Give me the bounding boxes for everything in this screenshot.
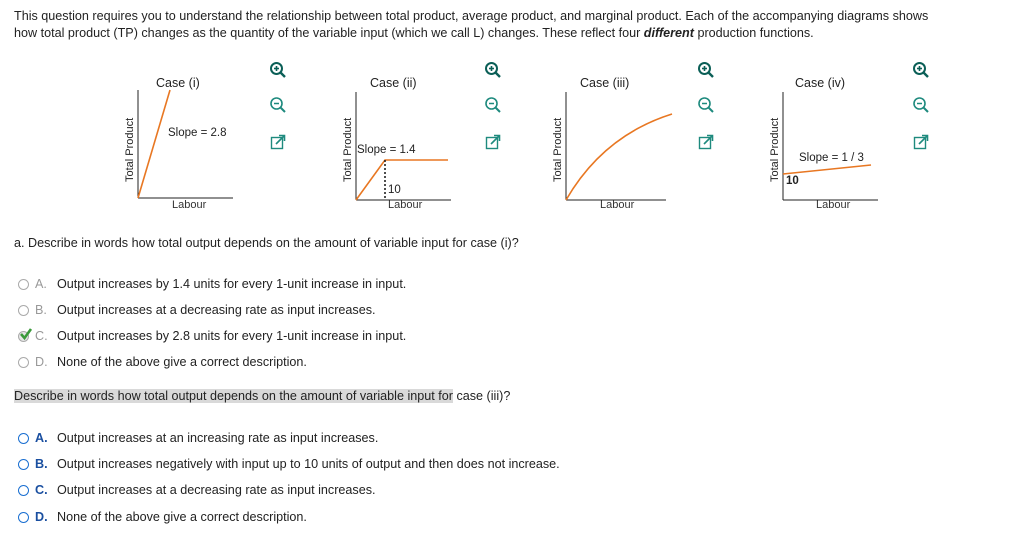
option-letter: D.: [35, 355, 48, 369]
option-text: None of the above give a correct description.: [57, 355, 307, 369]
zoom-in-icon[interactable]: [911, 60, 931, 80]
case-ii-panel: [333, 60, 548, 220]
case-i-title: Case (i): [156, 76, 200, 90]
question-highlight: Describe in words how total output depends on the amount of variable input for: [14, 389, 453, 403]
radio-button[interactable]: [18, 485, 29, 496]
option-text: Output increases at a decreasing rate as input increases.: [57, 483, 376, 497]
option-letter: B.: [35, 303, 47, 317]
intro-line-1: This question requires you to understand the relationship between total product, average product, and marginal product. Each of the accompanying diagrams shows: [14, 9, 929, 23]
part-b-option-c[interactable]: [18, 481, 376, 499]
open-external-icon[interactable]: [483, 132, 503, 152]
radio-button[interactable]: [18, 305, 29, 316]
part-b-option-d[interactable]: [18, 508, 307, 526]
option-text: Output increases negatively with input up to 10 units of output and then does not increase.: [57, 457, 560, 471]
option-letter: A.: [35, 277, 47, 291]
case-iii-panel: [546, 60, 761, 220]
zoom-out-icon[interactable]: [911, 95, 931, 115]
case-iii-ylabel: Total Product: [552, 117, 564, 182]
case-iii-title: Case (iii): [580, 76, 630, 90]
case-ii-title: Case (ii): [370, 76, 417, 90]
option-letter: B.: [35, 457, 48, 471]
intro-line-2-pre: how total product (TP) changes as the quantity of the variable input (which we call L) changes. These reflect four: [14, 25, 644, 40]
case-ii-xlabel: Labour: [388, 199, 423, 211]
case-iv-panel: [761, 60, 976, 220]
checkmark-icon: [19, 327, 33, 341]
radio-button[interactable]: [18, 279, 29, 290]
case-ii-slope-label: Slope = 1.4: [357, 144, 416, 156]
part-a-question: a. Describe in words how total output depends on the amount of variable input for case (i)?: [14, 236, 519, 250]
option-text: Output increases by 2.8 units for every 1-unit increase in input.: [57, 329, 407, 343]
case-iv-ylabel: Total Product: [769, 117, 781, 182]
tp-curve: [566, 114, 672, 200]
zoom-out-icon[interactable]: [483, 95, 503, 115]
zoom-out-icon[interactable]: [696, 95, 716, 115]
part-b-option-b[interactable]: [18, 455, 560, 473]
intro-emphasis: different: [643, 25, 694, 40]
case-i-slope-label: Slope = 2.8: [168, 127, 227, 139]
part-b-question: [14, 389, 510, 403]
radio-button[interactable]: [18, 357, 29, 368]
option-letter: C.: [35, 329, 48, 343]
open-external-icon[interactable]: [268, 132, 288, 152]
zoom-in-icon[interactable]: [483, 60, 503, 80]
part-b-option-a[interactable]: [18, 429, 378, 447]
tp-line: [138, 90, 170, 198]
open-external-icon[interactable]: [696, 132, 716, 152]
case-iv-ytick: 10: [786, 175, 799, 187]
zoom-in-icon[interactable]: [696, 60, 716, 80]
case-i-ylabel: Total Product: [124, 117, 136, 182]
part-a-option-b[interactable]: [18, 301, 376, 319]
radio-button[interactable]: [18, 459, 29, 470]
intro-line-2: [14, 25, 1014, 42]
case-ii-xtick: 10: [388, 184, 401, 196]
intro-text: [14, 8, 1014, 41]
case-i-panel: [118, 60, 333, 220]
zoom-in-icon[interactable]: [268, 60, 288, 80]
zoom-out-icon[interactable]: [268, 95, 288, 115]
case-ii-ylabel: Total Product: [342, 117, 354, 182]
option-letter: A.: [35, 431, 48, 445]
option-text: Output increases at a decreasing rate as input increases.: [57, 303, 376, 317]
option-text: Output increases by 1.4 units for every 1-unit increase in input.: [57, 277, 407, 291]
open-external-icon[interactable]: [911, 132, 931, 152]
intro-line-2-post: production functions.: [693, 25, 814, 40]
radio-button[interactable]: [18, 512, 29, 523]
case-i-xlabel: Labour: [172, 199, 207, 211]
case-iv-title: Case (iv): [795, 76, 846, 90]
question-rest: case (iii)?: [452, 389, 511, 403]
part-a-option-d[interactable]: [18, 353, 307, 371]
part-a-option-a[interactable]: [18, 275, 406, 293]
tp-line: [356, 160, 448, 200]
tp-line: [783, 165, 871, 174]
radio-button[interactable]: [18, 433, 29, 444]
option-letter: D.: [35, 510, 48, 524]
option-letter: C.: [35, 483, 48, 497]
part-a-option-c[interactable]: [18, 327, 406, 345]
option-text: Output increases at an increasing rate as input increases.: [57, 431, 379, 445]
case-iv-slope-label: Slope = 1 / 3: [799, 152, 864, 164]
option-text: None of the above give a correct description.: [57, 510, 307, 524]
case-iii-xlabel: Labour: [600, 199, 635, 211]
radio-selected[interactable]: [18, 331, 29, 342]
case-iv-xlabel: Labour: [816, 199, 851, 211]
